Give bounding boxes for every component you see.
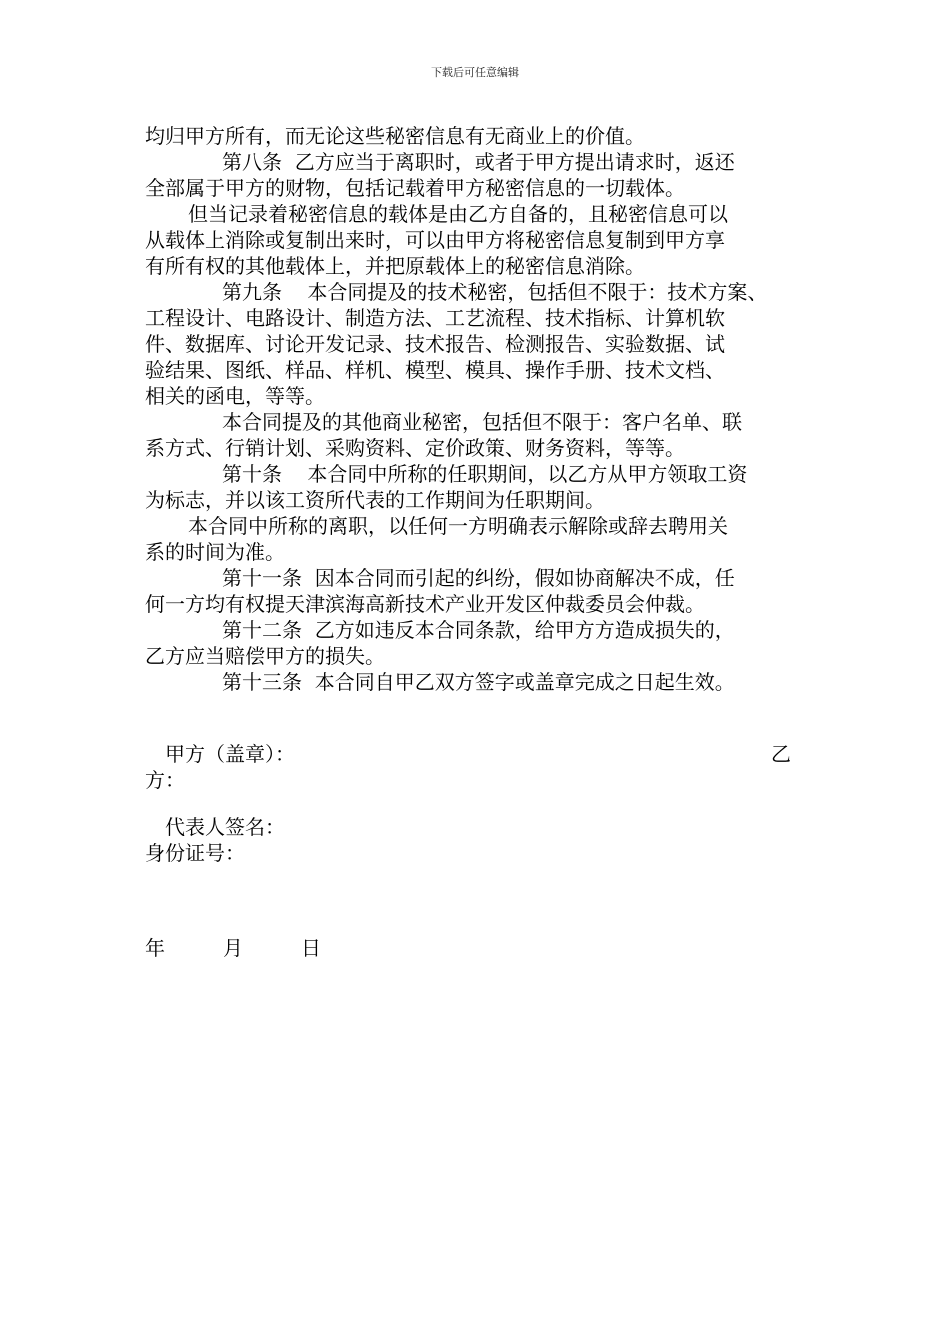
body-line: 乙方应当赔偿甲方的损失。 xyxy=(145,644,385,668)
body-line: 验结果、图纸、样品、样机、模型、模具、操作手册、技术文档、 xyxy=(145,358,725,382)
body-line: 本合同中所称的离职，以任何一方明确表示解除或辞去聘用关 xyxy=(188,514,728,538)
body-line: 第十条 本合同中所称的任职期间，以乙方从甲方领取工资 xyxy=(222,462,748,486)
party-b-label-part1: 乙 xyxy=(771,742,791,766)
party-b-label-part2: 方： xyxy=(145,768,185,792)
body-line: 有所有权的其他载体上，并把原载体上的秘密信息消除。 xyxy=(145,254,645,278)
body-line: 相关的函电，等等。 xyxy=(145,384,325,408)
party-a-seal-label: 甲方（盖章）： xyxy=(165,742,295,766)
body-line: 系的时间为准。 xyxy=(145,540,285,564)
body-line: 本合同提及的其他商业秘密，包括但不限于：客户名单、联 xyxy=(222,410,742,434)
body-line: 第十一条 因本合同而引起的纠纷，假如协商解决不成，任 xyxy=(222,566,735,590)
body-line: 均归甲方所有，而无论这些秘密信息有无商业上的价值。 xyxy=(145,124,645,148)
date-month: 月 xyxy=(223,936,243,960)
body-line: 为标志，并以该工资所代表的工作期间为任职期间。 xyxy=(145,488,605,512)
body-line: 但当记录着秘密信息的载体是由乙方自备的，且秘密信息可以 xyxy=(188,202,728,226)
page-header-note: 下载后可任意编辑 xyxy=(431,66,519,79)
body-line: 第九条 本合同提及的技术秘密，包括但不限于：技术方案、 xyxy=(222,280,768,304)
body-line: 何一方均有权提天津滨海高新技术产业开发区仲裁委员会仲裁。 xyxy=(145,592,705,616)
representative-signature-label: 代表人签名： xyxy=(165,815,285,839)
body-line: 件、数据库、讨论开发记录、技术报告、检测报告、实验数据、试 xyxy=(145,332,725,356)
date-day: 日 xyxy=(301,936,321,960)
date-year: 年 xyxy=(145,936,165,960)
body-line: 系方式、行销计划、采购资料、定价政策、财务资料，等等。 xyxy=(145,436,685,460)
body-line: 从载体上消除或复制出来时，可以由甲方将秘密信息复制到甲方享 xyxy=(145,228,725,252)
body-line: 第十三条 本合同自甲乙双方签字或盖章完成之日起生效。 xyxy=(222,670,735,694)
body-line: 工程设计、电路设计、制造方法、工艺流程、技术指标、计算机软 xyxy=(145,306,725,330)
body-line: 第十二条 乙方如违反本合同条款，给甲方方造成损失的， xyxy=(222,618,735,642)
body-line: 全部属于甲方的财物，包括记载着甲方秘密信息的一切载体。 xyxy=(145,176,685,200)
body-line: 第八条 乙方应当于离职时，或者于甲方提出请求时，返还 xyxy=(222,150,735,174)
id-number-label: 身份证号： xyxy=(145,841,245,865)
